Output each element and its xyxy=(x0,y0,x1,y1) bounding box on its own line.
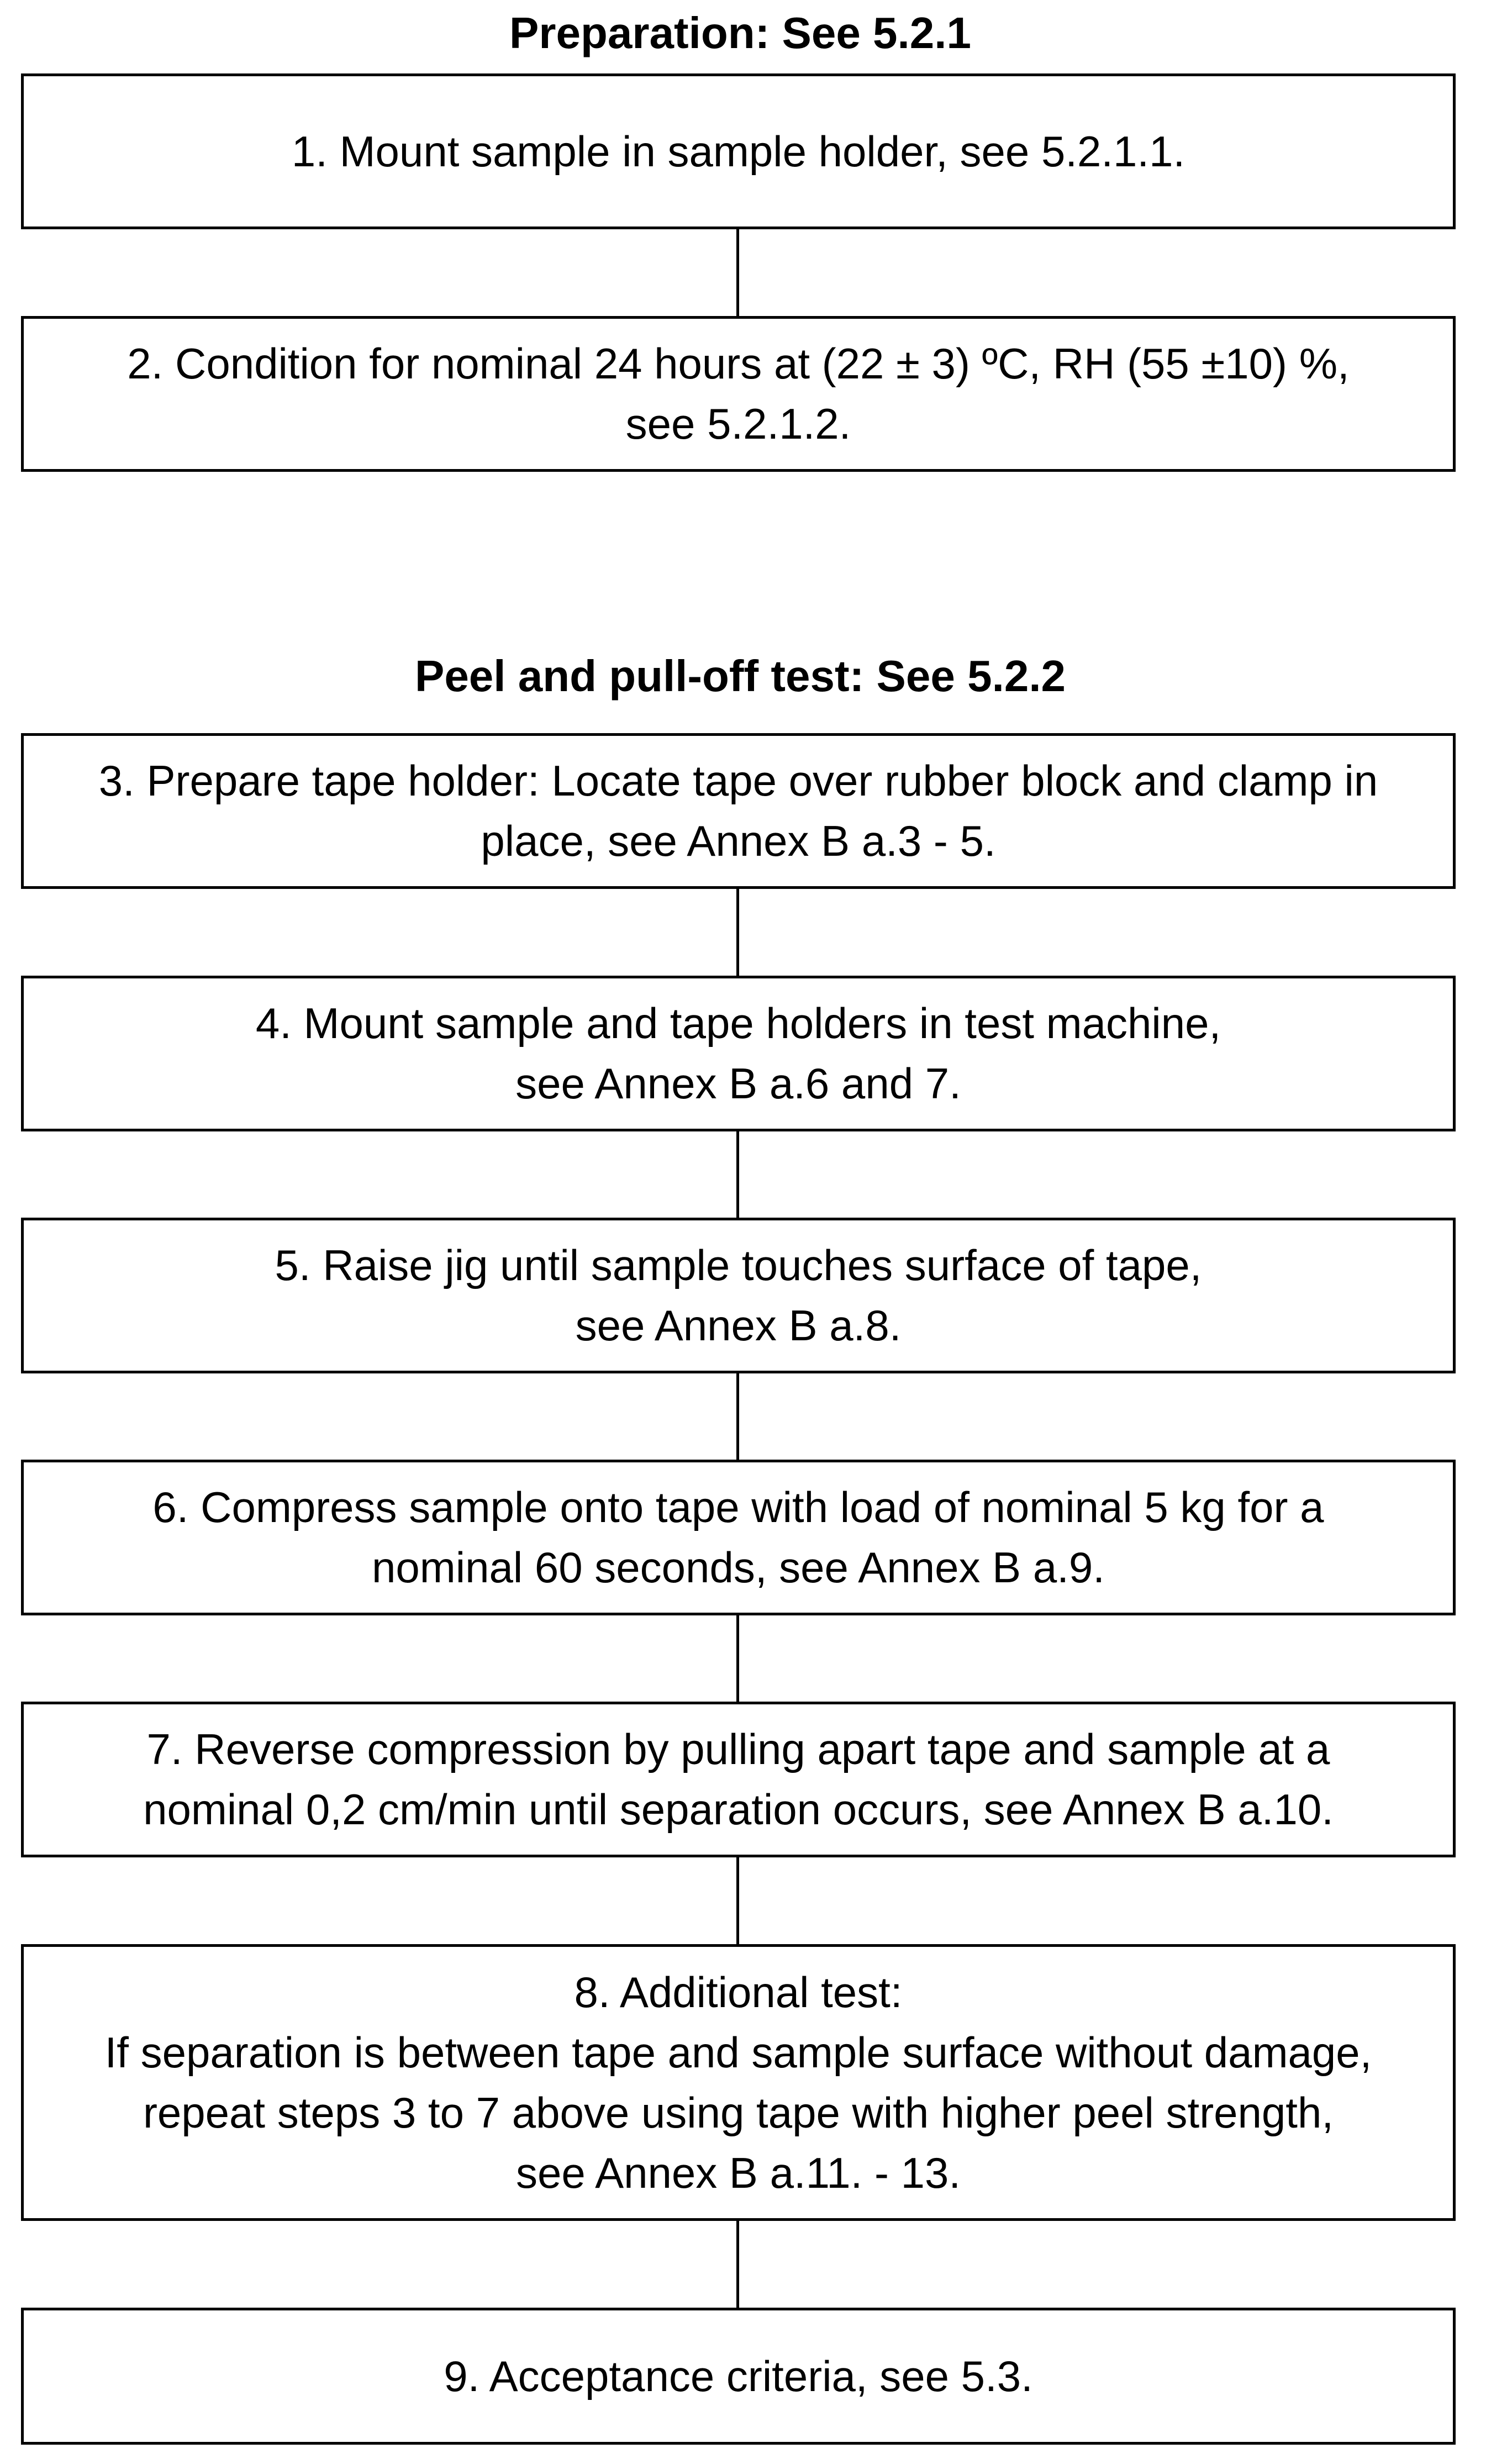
step-4-box xyxy=(21,976,1456,1131)
connector-6-7 xyxy=(736,1615,739,1702)
step-8-line-4: see Annex B a.11. - 13. xyxy=(515,2148,961,2197)
step-5-line-1: 5. Raise jig until sample touches surface of tape, xyxy=(275,1241,1202,1289)
step-9-line-1: 9. Acceptance criteria, see 5.3. xyxy=(444,2351,1033,2400)
step-4-line-2: see Annex B a.6 and 7. xyxy=(515,1059,961,1108)
step-8-box xyxy=(21,1944,1456,2221)
step-4-line-1: 4. Mount sample and tape holders in test machine, xyxy=(255,999,1221,1047)
connector-5-6 xyxy=(736,1373,739,1460)
step-7-box xyxy=(21,1702,1456,1857)
section-heading-peel-test: Peel and pull-off test: See 5.2.2 xyxy=(414,651,1066,701)
connector-8-9 xyxy=(736,2221,739,2308)
step-5-line-2: see Annex B a.8. xyxy=(575,1301,902,1350)
step-3-line-2: place, see Annex B a.3 - 5. xyxy=(481,817,996,865)
step-2-line-2: see 5.2.1.2. xyxy=(625,399,851,448)
section-heading-preparation: Preparation: See 5.2.1 xyxy=(509,8,971,57)
connector-4-5 xyxy=(736,1131,739,1218)
step-2-line-1: 2. Condition for nominal 24 hours at (22 ± 3) ºC, RH (55 ±10) %, xyxy=(127,339,1350,388)
step-2-box xyxy=(21,316,1456,472)
step-1-box xyxy=(21,73,1456,229)
step-9-box xyxy=(21,2308,1456,2445)
connector-3-4 xyxy=(736,889,739,976)
step-8-line-1: 8. Additional test: xyxy=(574,1967,903,2017)
step-7-line-2: nominal 0,2 cm/min until separation occurs, see Annex B a.10. xyxy=(143,1785,1334,1834)
step-1-line-1: 1. Mount sample in sample holder, see 5.2.1.1. xyxy=(291,127,1185,176)
step-3-line-1: 3. Prepare tape holder: Locate tape over rubber block and clamp in xyxy=(98,756,1378,805)
step-8-line-2: If separation is between tape and sample surface without damage, xyxy=(104,2028,1372,2077)
step-3-box xyxy=(21,733,1456,889)
step-8-line-3: repeat steps 3 to 7 above using tape with higher peel strength, xyxy=(143,2088,1334,2137)
step-6-box xyxy=(21,1460,1456,1615)
connector-7-8 xyxy=(736,1857,739,1944)
step-7-line-1: 7. Reverse compression by pulling apart tape and sample at a xyxy=(146,1725,1330,1773)
step-6-line-1: 6. Compress sample onto tape with load of nominal 5 kg for a xyxy=(152,1483,1324,1531)
connector-1-2 xyxy=(736,229,739,316)
step-5-box xyxy=(21,1218,1456,1373)
step-6-line-2: nominal 60 seconds, see Annex B a.9. xyxy=(372,1543,1105,1592)
